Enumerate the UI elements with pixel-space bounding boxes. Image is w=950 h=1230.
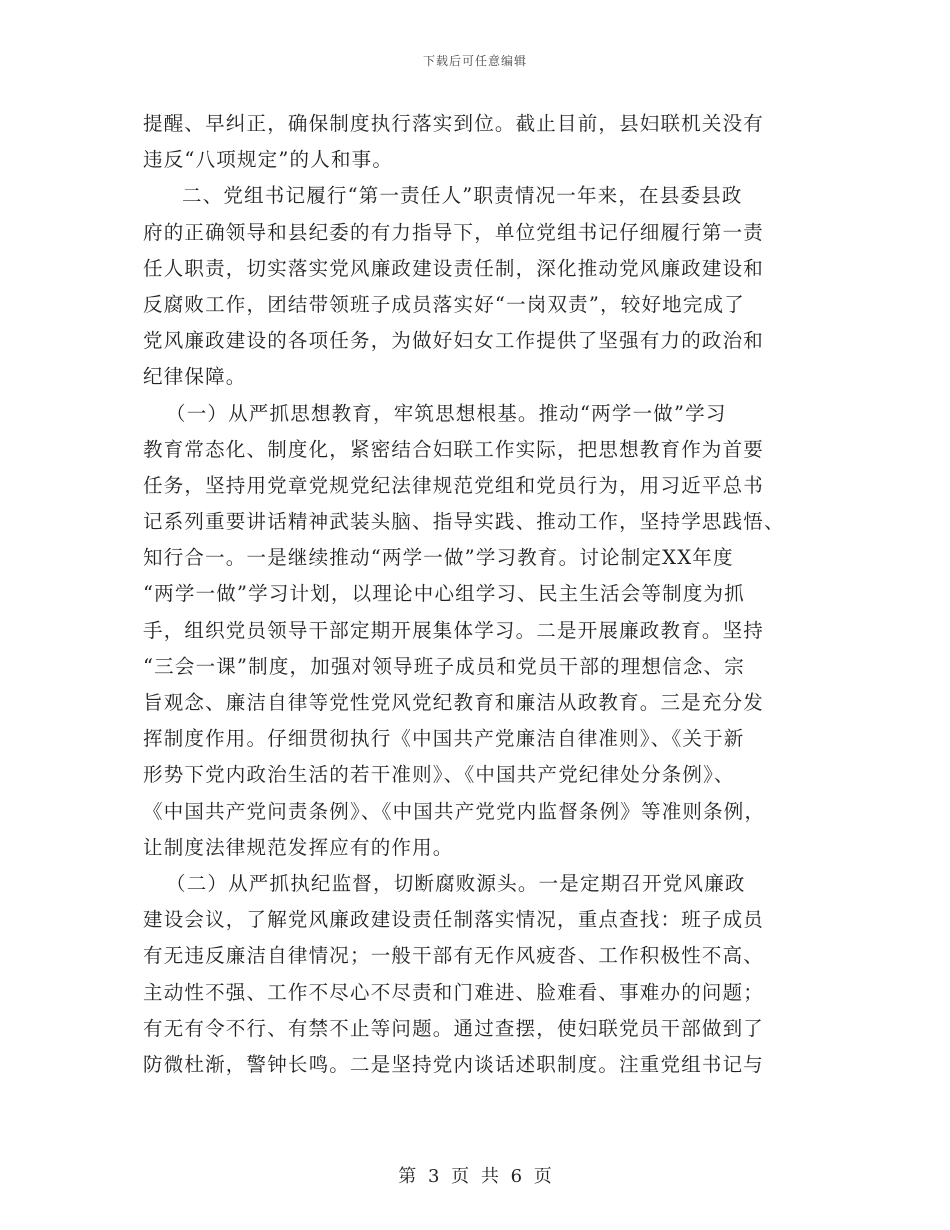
text-line: 教育常态化、制度化，紧密结合妇联工作实际，把思想教育作为首要 bbox=[143, 437, 765, 461]
text-line: 《中国共产党问责条例》、《中国共产党党内监督条例》等准则条例， bbox=[143, 799, 766, 823]
paragraph-start: （一）从严抓思想教育，牢筑思想根基。推动“两学一做”学习 bbox=[166, 401, 727, 425]
paragraph-start: （二）从严抓执纪监督，切断腐败源头。一是定期召开党风廉政 bbox=[166, 871, 746, 895]
text-line: 防微杜渐，警钟长鸣。二是坚持党内谈话述职制度。注重党组书记与 bbox=[143, 1052, 765, 1076]
text-line: 知行合一。一是继续推动“两学一做”学习教育。讨论制定XX年度 bbox=[143, 546, 734, 570]
text-line: 提醒、早纠正，确保制度执行落实到位。截止目前，县妇联机关没有 bbox=[143, 112, 765, 135]
page-header: 下载后可任意编辑 bbox=[422, 54, 527, 68]
text-line: 纪律保障。 bbox=[143, 365, 247, 389]
text-line: “两学一做”学习计划，以理论中心组学习、民主生活会等制度为抓 bbox=[143, 582, 745, 606]
text-line: 建设会议，了解党风廉政建设责任制落实情况，重点查找：班子成员 bbox=[143, 908, 765, 932]
text-line: 党风廉政建设的各项任务，为做好妇女工作提供了坚强有力的政治和 bbox=[143, 329, 765, 353]
text-line: “三会一课”制度，加强对领导班子成员和党员干部的理想信念、宗 bbox=[143, 654, 745, 678]
text-line: 手，组织党员领导干部定期开展集体学习。二是开展廉政教育。坚持 bbox=[143, 618, 765, 642]
text-line: 有无有令不行、有禁不止等问题。通过查摆，使妇联党员干部做到了 bbox=[143, 1016, 765, 1040]
text-line: 有无违反廉洁自律情况；一般干部有无作风疲沓、工作积极性不高、 bbox=[143, 944, 765, 968]
paragraph-start: 二、党组书记履行“第一责任人”职责情况一年来，在县委县政 bbox=[182, 184, 743, 208]
text-line: 府的正确领导和县纪委的有力指导下，单位党组书记仔细履行第一责 bbox=[143, 220, 765, 244]
text-line: 主动性不强、工作不尽心不尽责和门难进、脸难看、事难办的问题； bbox=[143, 980, 765, 1004]
text-line: 挥制度作用。仔细贯彻执行《中国共产党廉洁自律准则》、《关于新 bbox=[143, 727, 745, 751]
text-line: 任人职责，切实落实党风廉政建设责任制，深化推动党风廉政建设和 bbox=[143, 256, 765, 280]
text-line: 形势下党内政治生活的若干准则》、《中国共产党纪律处分条例》、 bbox=[143, 763, 735, 787]
text-line: 让制度法律规范发挥应有的作用。 bbox=[143, 835, 454, 859]
document-body bbox=[143, 106, 803, 1083]
text-line: 反腐败工作，团结带领班子成员落实好“一岗双责”，较好地完成了 bbox=[143, 292, 745, 316]
text-line: 违反“八项规定”的人和事。 bbox=[143, 148, 394, 172]
text-line: 任务，坚持用党章党规党纪法律规范党组和党员行为，用习近平总书 bbox=[143, 473, 765, 497]
text-line: 记系列重要讲话精神武装头脑、指导实践、推动工作，坚持学思践悟、 bbox=[143, 510, 785, 534]
page-number-footer: 第 3 页 共 6 页 bbox=[398, 1166, 552, 1187]
text-line: 旨观念、廉洁自律等党性党风党纪教育和廉洁从政教育。三是充分发 bbox=[143, 691, 765, 714]
